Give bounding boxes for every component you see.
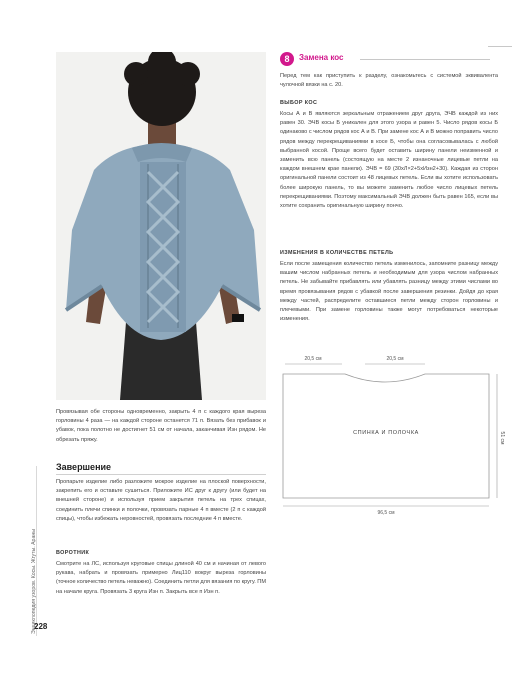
- poncho-photo: [56, 52, 266, 400]
- para-finishing: Пропарьте изделие либо разложите мокрое изделие на плоской поверхности, закрепить его и оставьте сушиться. Приложите ИС друг к другу (или будет на внешней стороне) и используя прием закрытия петель на трех спицах, соединить плечи спинки и полочки, провязать парные 4 п вместе (2 п с каждой спицы), чтобы избежать неровностей, провязать последние 4 п вместе.: [56, 479, 266, 522]
- dim-height: 51 см: [499, 431, 505, 445]
- page-number: 228: [34, 622, 48, 631]
- poncho-illustration: [56, 52, 266, 400]
- finish-heading-rule: [56, 474, 266, 475]
- section-rule: [360, 59, 490, 60]
- panel-label: СПИНКА И ПОЛОЧКА: [353, 430, 419, 436]
- dim-neck-right: 20,5 см: [386, 356, 404, 362]
- sidebar-book-title: Энциклопедия узоров. Косы. Жгуты. Араны: [31, 529, 37, 634]
- finish-heading: Завершение: [56, 462, 112, 472]
- para-stitch-count: Если после замещения количество петель изменилось, запомните разницу между вашим числом набранных петель и необходимым для узора числом набранных петель. Не забывайте прибавлять или убавлять разницу между этими числами во время провязывания рядов с убавкой после завершения резинки. Дойдя до края между частей, распределите оставшиеся петли между сторон горловины и плечевыми. При замене горловины также могут потребоваться некоторые изменения.: [280, 261, 498, 323]
- section-number-badge: 8: [280, 52, 294, 66]
- para-cable-choice: Косы А и В являются зеркальным отражением друг друга, ЭЧВ каждой из них равен 30. ЭЧВ косы Б уникален для этого узора и равен 5. Число рядов косы Б одинаково с числом рядов кос А и В. При замене кос А и В можно поправить число рядов между перекрещиваниями в косе Б, чтобы она согласовывалась с любой выбранной косой. Проще всего будет оставить ширину панели неизменной и заменить всю панель (состоящую на месте 2 изнаночные лицевые петли на каждом внешнем крае панели). ЭЧВ = 69 (30хЛ×2+5хИзн2+30). Каждая из сторон оригинальной панели состоит из 48 лицевых петель. Если вы хотите использовать более широкую панель, то вы можете заменить любое число лицевых петель перекрещиваниями. Поэтому максимальный ЭЧВ должен быть равен 165, если вы хотите сохранить оригинальную ширину пончо.: [280, 111, 498, 210]
- subhead-cable-choice: ВЫБОР КОС: [280, 100, 318, 106]
- section-intro: Перед тем как приступить к разделу, ознакомьтесь с системой эквивалента чулочной вязки на с. 20.: [280, 73, 498, 89]
- top-rule: [488, 46, 512, 47]
- para-neck-shaping: Провязывая обе стороны одновременно, закрыть 4 п с каждого края выреза горловины 4 раза — на каждой стороне останется 71 п. Вязать без прибавок и убавок, пока полотно не достигнет 51 см от начала, заканчивая Изн рядом. Не обрезать пряжу.: [56, 409, 266, 443]
- subhead-stitch-count: ИЗМЕНЕНИЯ В КОЛИЧЕСТВЕ ПЕТЕЛЬ: [280, 250, 394, 256]
- poncho-schematic: [275, 350, 505, 520]
- para-collar: Смотрите на ЛС, используя круговые спицы длиной 40 см и начиная от левого рукава, набрать и провязать примерно Лиц110 вокруг выреза горловины (точное количество петель неважно). Соединить петли для вязания по кругу. ПМ на начале круга. Провязать 3 круга Изн п. Закрыть все п Изн п.: [56, 561, 266, 595]
- dim-width: 96,5 см: [377, 510, 395, 516]
- panel-outline: [283, 374, 489, 498]
- section-header: [280, 52, 490, 66]
- dim-neck-left: 20,5 см: [304, 356, 322, 362]
- section-title: Замена кос: [299, 53, 344, 62]
- subhead-collar: ВОРОТНИК: [56, 550, 90, 556]
